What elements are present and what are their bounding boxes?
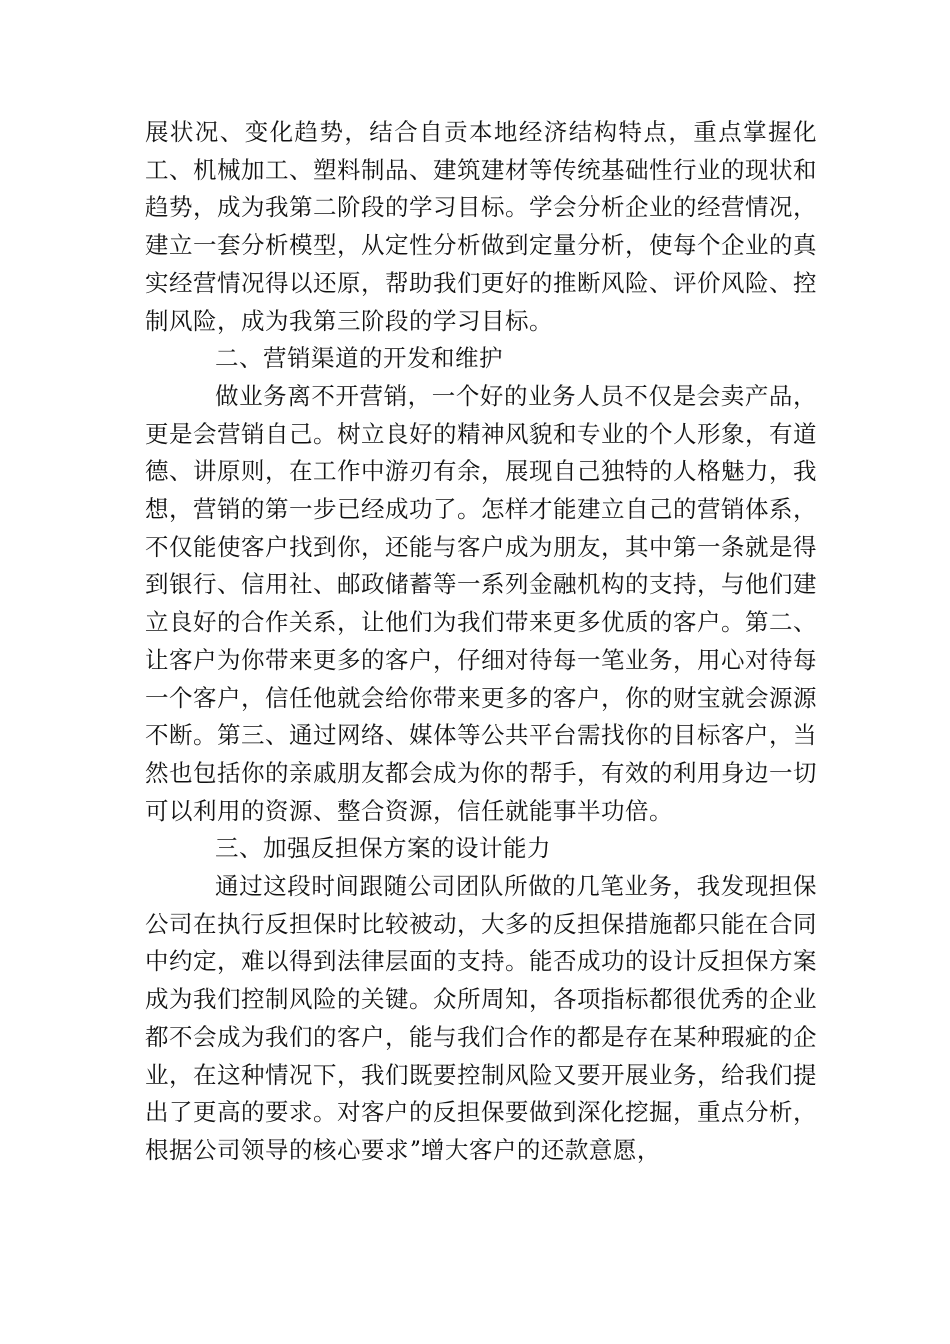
section-heading-marketing-channels: 二、营销渠道的开发和维护: [215, 344, 503, 373]
section-heading-counter-guarantee: 三、加强反担保方案的设计能力: [215, 834, 551, 863]
paragraph-counter-guarantee: 通过这段时间跟随公司团队所做的几笔业务，我发现担保公司在执行反担保时比较被动，大多的反担保措施都只能在合同中约定，难以得到法律层面的支持。能否成功的设计反担保方案成为我们控制风险的关键。众所周知，各项指标都很优秀的企业都不会成为我们的客户，能与我们合作的都是存在某种瑕疵的企业，在这种情况下，我们既要控制风险又要开展业务，给我们提出了更高的要求。对客户的反担保要做到深化挖掘，重点分析，根据公司领导的核心要求ˮ增大客户的还款意愿，: [145, 872, 817, 1164]
document-body: [145, 114, 817, 1170]
paragraph-marketing: 做业务离不开营销，一个好的业务人员不仅是会卖产品，更是会营销自己。树立良好的精神风貌和专业的个人形象，有道德、讲原则，在工作中游刃有余，展现自己独特的人格魅力，我想，营销的第一步已经成功了。怎样才能建立自己的营销体系，不仅能使客户找到你，还能与客户成为朋友，其中第一条就是得到银行、信用社、邮政储蓄等一系列金融机构的支持，与他们建立良好的合作关系，让他们为我们带来更多优质的客户。第二、让客户为你带来更多的客户，仔细对待每一笔业务，用心对待每一个客户，信任他就会给你带来更多的客户，你的财宝就会源源不断。第三、通过网络、媒体等公共平台需找你的目标客户，当然也包括你的亲戚朋友都会成为你的帮手，有效的利用身边一切可以利用的资源、整合资源，信任就能事半功倍。: [145, 381, 817, 825]
paragraph-continuation: 展状况、变化趋势，结合自贡本地经济结构特点，重点掌握化工、机械加工、塑料制品、建筑建材等传统基础性行业的现状和趋势，成为我第二阶段的学习目标。学会分析企业的经营情况，建立一套分析模型，从定性分析做到定量分析，使每个企业的真实经营情况得以还原，帮助我们更好的推断风险、评价风险、控制风险，成为我第三阶段的学习目标。: [145, 118, 817, 335]
